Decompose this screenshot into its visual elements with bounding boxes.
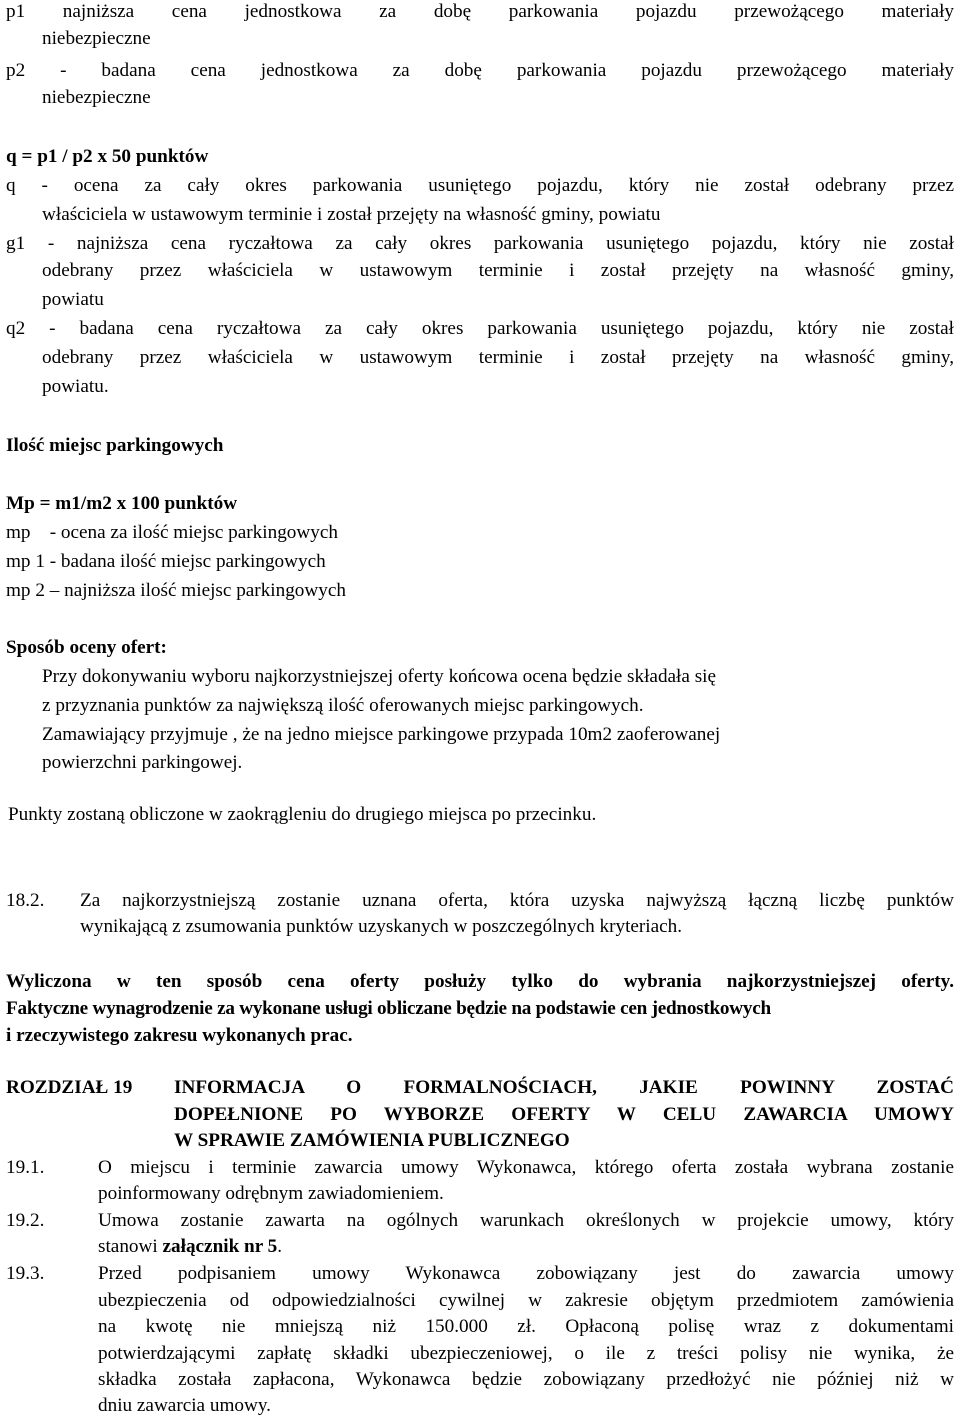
bold-note-line: Faktyczne wynagrodzenie za wykonane usługi obliczane będzie na podstawie cen jednostkowych	[6, 998, 771, 1019]
chapter-19-label: ROZDZIAŁ 19	[6, 1077, 133, 1098]
section-19-2-number: 19.2.	[6, 1210, 45, 1231]
section-19-3-text-line: potwierdzającymi zapłatę składki ubezpieczeniowej, o ile z treści polisy nie wynika, że	[98, 1343, 954, 1364]
section-19-1-text-line: poinformowany odrębnym zawiadomieniem.	[98, 1183, 444, 1204]
chapter-19-title-line: DOPEŁNIONE PO WYBORZE OFERTY W CELU ZAWARCIA UMOWY	[174, 1104, 954, 1125]
mp-definition-line: mp 2 – najniższa ilość miejsc parkingowych	[6, 580, 346, 601]
q2-definition-line: powiatu.	[42, 376, 109, 397]
section-19-2-text-prefix: stanowi	[98, 1236, 163, 1257]
evaluation-text-line: Zamawiający przyjmuje , że na jedno miejsce parkingowe przypada 10m2 zaoferowanej	[42, 724, 721, 745]
section-19-3-text-line: na kwotę nie mniejszą niż 150.000 zł. Opłaconą polisę wraz z dokumentami	[98, 1316, 954, 1337]
section-19-1-text-line: O miejscu i terminie zawarcia umowy Wykonawca, którego oferta została wybrana zostanie	[98, 1157, 954, 1178]
attachment-reference: załącznik nr 5	[162, 1236, 278, 1257]
section-18-2-number: 18.2.	[6, 890, 45, 911]
q-formula: q = p1 / p2 x 50 punktów	[6, 146, 209, 167]
evaluation-heading: Sposób oceny ofert:	[6, 637, 167, 658]
bold-note-line: i rzeczywistego zakresu wykonanych prac.	[6, 1025, 353, 1046]
section-19-3-text-line: ubezpieczenia od odpowiedzialności cywilnej w zakresie objętym przedmiotem zamówienia	[98, 1290, 954, 1311]
section-19-2-text-line	[98, 1233, 960, 1260]
g1-definition-line: g1 - najniższa cena ryczałtowa za cały okres parkowania usuniętego pojazdu, który nie został	[6, 233, 954, 254]
section-19-2-text-suffix: .	[277, 1236, 283, 1257]
section-18-2-text-line: wynikającą z zsumowania punktów uzyskanych w poszczególnych kryteriach.	[80, 916, 683, 937]
section-19-3-number: 19.3.	[6, 1263, 45, 1284]
q2-definition-line: odebrany przez właściciela w ustawowym terminie i został przejęty na własność gminy,	[42, 347, 954, 368]
mp-formula: Mp = m1/m2 x 100 punktów	[6, 493, 238, 514]
mp-definition-line: mp - ocena za ilość miejsc parkingowych	[6, 522, 338, 543]
section-19-3-text-line: składka została zapłacona, Wykonawca będzie zobowiązany przedłożyć nie później niż w	[98, 1369, 954, 1390]
rounding-note: Punkty zostaną obliczone w zaokrągleniu do drugiego miejsca po przecinku.	[8, 804, 597, 825]
p1-definition-line: p1 najniższa cena jednostkowa za dobę parkowania pojazdu przewożącego materiały	[6, 1, 954, 22]
g1-definition-line: odebrany przez właściciela w ustawowym terminie i został przejęty na własność gminy,	[42, 260, 954, 281]
evaluation-text-line: Przy dokonywaniu wyboru najkorzystniejszej oferty końcowa ocena będzie składała się	[42, 666, 717, 687]
chapter-19-title-line: W SPRAWIE ZAMÓWIENIA PUBLICZNEGO	[174, 1130, 570, 1151]
evaluation-text-line: z przyznania punktów za największą ilość oferowanych miejsc parkingowych.	[42, 695, 644, 716]
section-19-1-number: 19.1.	[6, 1157, 45, 1178]
g1-definition-line: powiatu	[42, 289, 104, 310]
p2-definition-line: niebezpieczne	[42, 87, 151, 108]
bold-note-line: Wyliczona w ten sposób cena oferty posłuży tylko do wybrania najkorzystniejszej oferty.	[6, 971, 954, 992]
evaluation-text-line: powierzchni parkingowej.	[42, 752, 243, 773]
p1-definition-line: niebezpieczne	[42, 28, 151, 49]
q-definition-line: właściciela w ustawowym terminie i został przejęty na własność gminy, powiatu	[42, 204, 661, 225]
chapter-19-title-line: INFORMACJA O FORMALNOŚCIACH, JAKIE POWINNY ZOSTAĆ	[174, 1077, 954, 1098]
section-19-3-text-line: Przed podpisaniem umowy Wykonawca zobowiązany jest do zawarcia umowy	[98, 1263, 954, 1284]
q2-definition-line: q2 - badana cena ryczałtowa za cały okres parkowania usuniętego pojazdu, który nie został	[6, 318, 954, 339]
section-19-2-text-line: Umowa zostanie zawarta na ogólnych warunkach określonych w projekcie umowy, który	[98, 1210, 954, 1231]
section-18-2-text-line: Za najkorzystniejszą zostanie uznana oferta, która uzyska najwyższą łączną liczbę punktów	[80, 890, 954, 911]
p2-definition-line: p2 - badana cena jednostkowa za dobę parkowania pojazdu przewożącego materiały	[6, 60, 954, 81]
mp-definition-line: mp 1 - badana ilość miejsc parkingowych	[6, 551, 326, 572]
section-19-3-text-line: dniu zawarcia umowy.	[98, 1395, 271, 1416]
parking-heading: Ilość miejsc parkingowych	[6, 435, 224, 456]
q-definition-line: q - ocena za cały okres parkowania usuniętego pojazdu, który nie został odebrany przez	[6, 175, 954, 196]
